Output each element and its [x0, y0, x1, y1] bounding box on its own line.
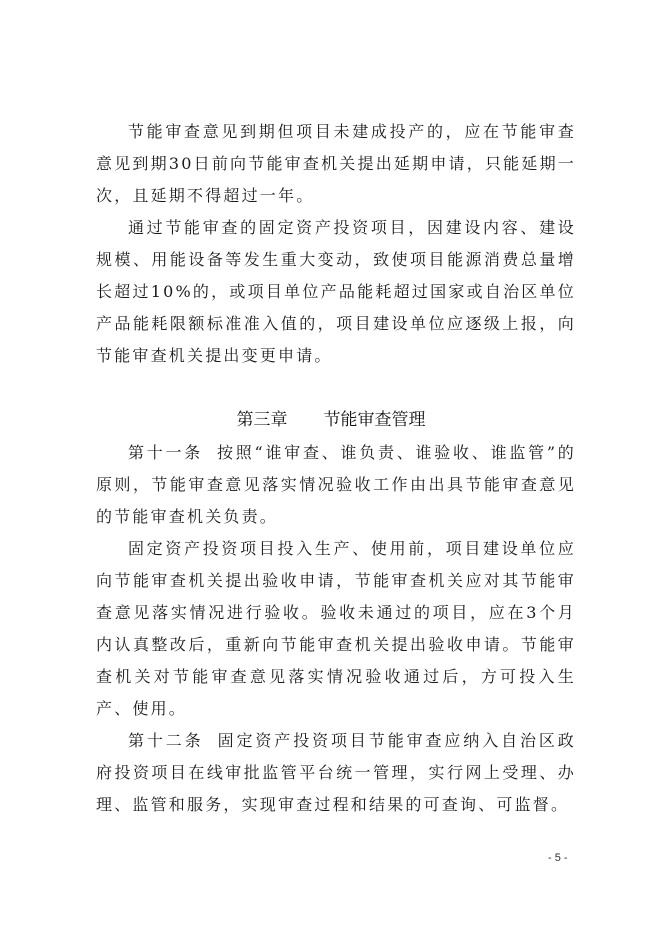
article-12 [96, 725, 576, 821]
article-text: 按照“谁审查、谁负责、谁验收、谁监管”的原则，节能审查意见落实情况验收工作由出具节能审查意见的节能审查机关负责。 [96, 443, 576, 526]
paragraph-text: 固定资产投资项目投入生产、使用前，项目建设单位应向节能审查机关提出验收申请，节能审查机关应对其节能审查意见落实情况进行验收。验收未通过的项目，应在3个月内认真整改后，重新向节能审查机关提出验收申请。节能审查机关对节能审查意见落实情况验收通过后，方可投入生产、使用。 [96, 539, 576, 718]
article-label: 第十一条 [128, 443, 204, 462]
article-text: 固定资产投资项目节能审查应纳入自治区政府投资项目在线审批监管平台统一管理，实行网上受理、办理、监管和服务，实现审查过程和结果的可查询、可监督。 [96, 731, 576, 814]
chapter-number: 第三章 [236, 410, 288, 430]
chapter-title: 节能审查管理 [323, 410, 426, 430]
article-11 [96, 437, 576, 533]
chapter-heading [0, 406, 662, 434]
article-label: 第十二条 [128, 731, 204, 750]
section-extension-change [96, 116, 576, 372]
section-review-management [96, 437, 576, 821]
paragraph-extension-request: 节能审查意见到期但项目未建成投产的，应在节能审查意见到期30日前向节能审查机关提出延期申请，只能延期一次，且延期不得超过一年。 [96, 122, 576, 205]
paragraph-acceptance [96, 533, 576, 725]
paragraph-change-request: 通过节能审查的固定资产投资项目，因建设内容、建设规模、用能设备等发生重大变动，致使项目能源消费总量增长超过10%的，或项目单位产品能耗超过国家或自治区单位产品能耗限额标准准入值的，项目建设单位应逐级上报，向节能审查机关提出变更申请。 [96, 218, 576, 365]
page-number: - 5 - [548, 852, 568, 864]
